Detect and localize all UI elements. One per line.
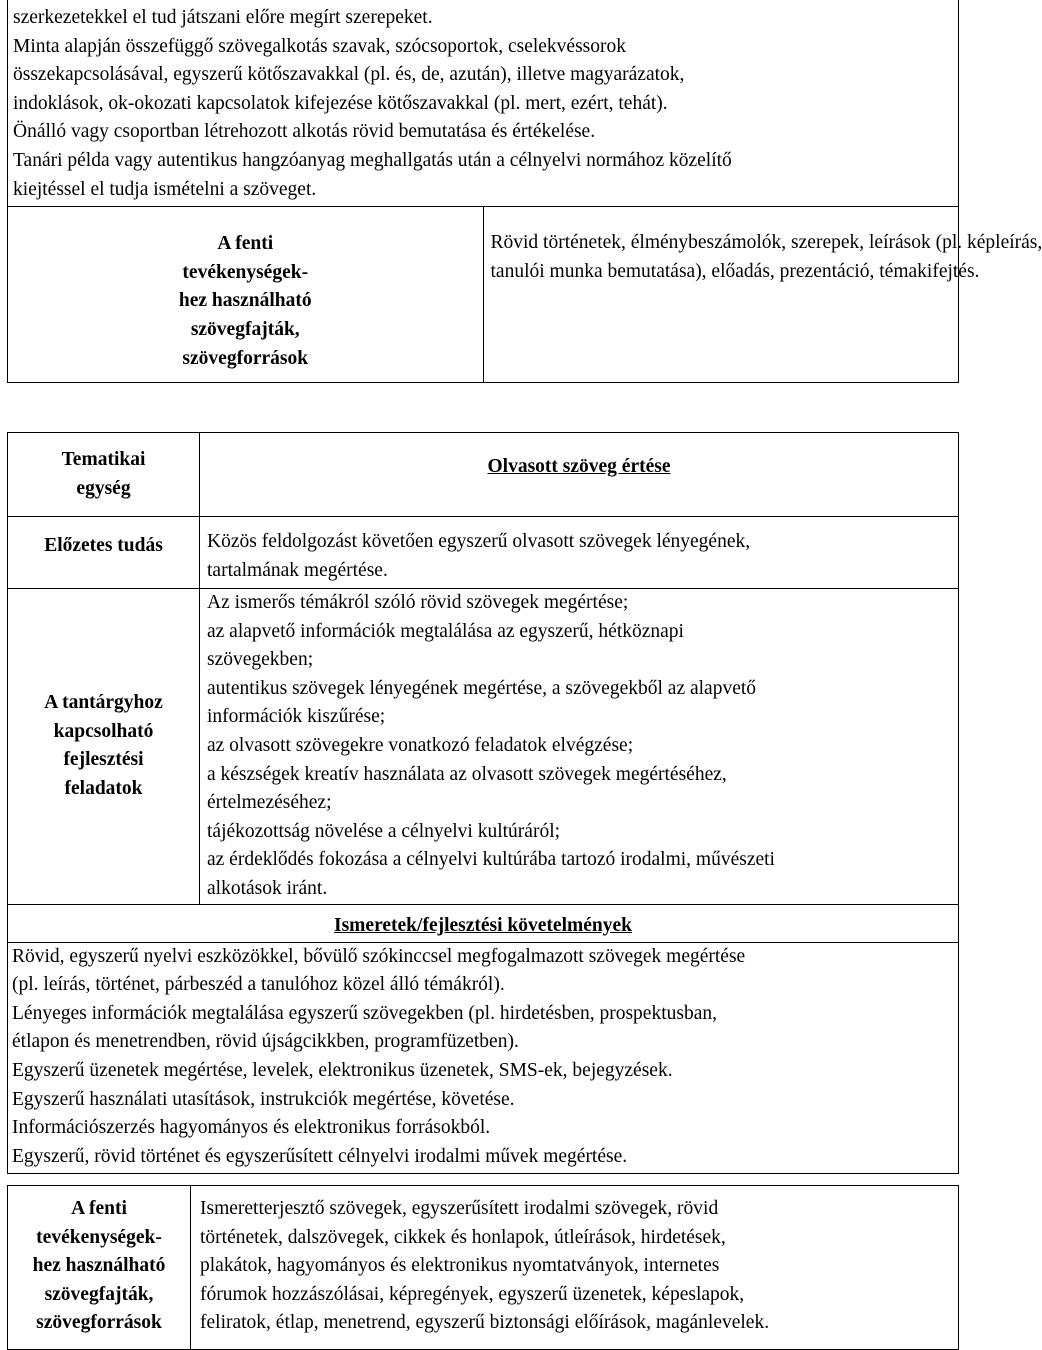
- label-line: Tematikai: [61, 449, 146, 470]
- text-sources-label: [8, 207, 484, 383]
- task-line: az alapvető információk megtalálása az egyszerű, hétköznapi: [207, 620, 684, 642]
- unit-table: [7, 432, 959, 1174]
- text-sources-value: [191, 1186, 959, 1350]
- intro-line: Önálló vagy csoportban létrehozott alkotás rövid bemutatása és értékelése.: [13, 121, 596, 143]
- label-line: A fenti: [71, 1198, 127, 1219]
- intro-line: Minta alapján összefüggő szövegalkotás szavak, szócsoportok, cselekvéssorok: [13, 35, 626, 57]
- requirement-line: Egyszerű, rövid történet és egyszerűsített célnyelvi irodalmi művek megértése.: [12, 1145, 628, 1167]
- task-line: információk kiszűrése;: [207, 706, 386, 728]
- intro-line: szerkezetekkel el tud játszani előre megírt szerepeket.: [13, 7, 433, 28]
- intro-line: Tanári példa vagy autentikus hangzóanyag meghallgatás után a célnyelvi normához közelítő: [13, 149, 732, 171]
- label-line: A tantárgyhoz: [44, 692, 163, 714]
- requirement-line: Egyszerű üzenetek megértése, levelek, elektronikus üzenetek, SMS-ek, bejegyzések.: [12, 1059, 673, 1081]
- value-line: plakátok, hagyományos és elektronikus nyomtatványok, internetes: [200, 1255, 720, 1277]
- requirements-text: [8, 942, 959, 1174]
- label-line: A fenti: [217, 233, 274, 255]
- label-line: szövegforrások: [182, 347, 309, 369]
- intro-text-cell: [8, 0, 959, 207]
- label-line: hez használható: [178, 290, 312, 312]
- intro-line: indoklások, ok-okozati kapcsolatok kifejezése kötőszavakkal (pl. mert, ezért, tehát).: [13, 92, 668, 114]
- intro-line: összekapcsolásával, egyszerű kötőszavakkal (pl. és, de, azután), illetve magyarázatok,: [13, 64, 685, 86]
- label-line: fejlesztési: [63, 749, 144, 771]
- label-line: egység: [76, 477, 131, 499]
- value-line: Közös feldolgozást követően egyszerű olvasott szövegek lényegének,: [207, 531, 751, 552]
- label-line: tevékenységek-: [36, 1226, 162, 1248]
- task-line: értelmezéséhez;: [207, 792, 332, 814]
- task-line: alkotások iránt.: [207, 877, 328, 899]
- unit-title: [200, 433, 959, 517]
- prior-knowledge-label: [8, 517, 200, 589]
- value-line: tanulói munka bemutatása), előadás, prezentáció, témakifejtés.: [490, 260, 980, 282]
- requirement-line: Rövid, egyszerű nyelvi eszközökkel, bővülő szókinccsel megfogalmazott szövegek megértése: [12, 945, 746, 967]
- label-line: szövegfajták,: [44, 1283, 154, 1305]
- requirements-header-text: Ismeretek/fejlesztési követelmények: [334, 914, 632, 936]
- requirement-line: étlapon és menetrendben, rövid újságcikkben, programfüzetben).: [12, 1031, 519, 1053]
- value-line: tartalmának megértése.: [207, 559, 388, 581]
- label-line: feladatok: [64, 777, 143, 799]
- requirement-line: Lényeges információk megtalálása egyszerű szövegekben (pl. hirdetésben, prospektusban,: [12, 1002, 717, 1024]
- task-line: Az ismerős témákról szóló rövid szövegek megértése;: [207, 592, 629, 613]
- activities-table: [7, 0, 1042, 383]
- value-line: történetek, dalszövegek, cikkek és honlapok, útleírások, hirdetések,: [200, 1226, 726, 1248]
- sources-table: [7, 1185, 959, 1350]
- label-line: tevékenységek-: [182, 261, 309, 283]
- text-sources-value: [483, 207, 1042, 383]
- unit-label: [8, 433, 200, 517]
- task-line: az olvasott szövegekre vonatkozó feladatok elvégzése;: [207, 734, 634, 756]
- requirement-line: Egyszerű használati utasítások, instrukciók megértése, követése.: [12, 1088, 515, 1110]
- requirements-header: [8, 904, 959, 942]
- label-line: Előzetes tudás: [44, 535, 163, 556]
- task-line: autentikus szövegek lényegének megértése, a szövegekből az alapvető: [207, 677, 757, 699]
- development-tasks-value: [200, 589, 959, 905]
- label-line: hez használható: [32, 1255, 166, 1277]
- unit-title-text: Olvasott szöveg értése: [487, 456, 671, 477]
- value-line: feliratok, étlap, menetrend, egyszerű biztonsági előírások, magánlevelek.: [200, 1312, 770, 1334]
- label-line: kapcsolható: [53, 720, 154, 742]
- requirement-line: (pl. leírás, történet, párbeszéd a tanulóhoz közel álló témákról).: [12, 974, 505, 996]
- label-line: szövegforrások: [36, 1312, 162, 1334]
- prior-knowledge-value: [200, 517, 959, 589]
- task-line: tájékozottság növelése a célnyelvi kultúráról;: [207, 820, 561, 842]
- value-line: Ismeretterjesztő szövegek, egyszerűsített irodalmi szövegek, rövid: [200, 1198, 719, 1219]
- value-line: Rövid történetek, élménybeszámolók, szerepek, leírások (pl. képleírás,: [490, 232, 1042, 254]
- label-line: szövegfajták,: [190, 318, 300, 340]
- task-line: szövegekben;: [207, 649, 314, 671]
- value-line: fórumok hozzászólásai, képregények, egyszerű üzenetek, képeslapok,: [200, 1283, 745, 1305]
- intro-line: kiejtéssel el tudja ismételni a szöveget.: [13, 178, 317, 200]
- task-line: az érdeklődés fokozása a célnyelvi kultúrába tartozó irodalmi, művészeti: [207, 849, 775, 871]
- task-line: a készségek kreatív használata az olvasott szövegek megértéséhez,: [207, 763, 727, 785]
- text-sources-label: [8, 1186, 191, 1350]
- development-tasks-label: [8, 589, 200, 905]
- requirement-line: Információszerzés hagyományos és elektronikus forrásokból.: [12, 1117, 491, 1139]
